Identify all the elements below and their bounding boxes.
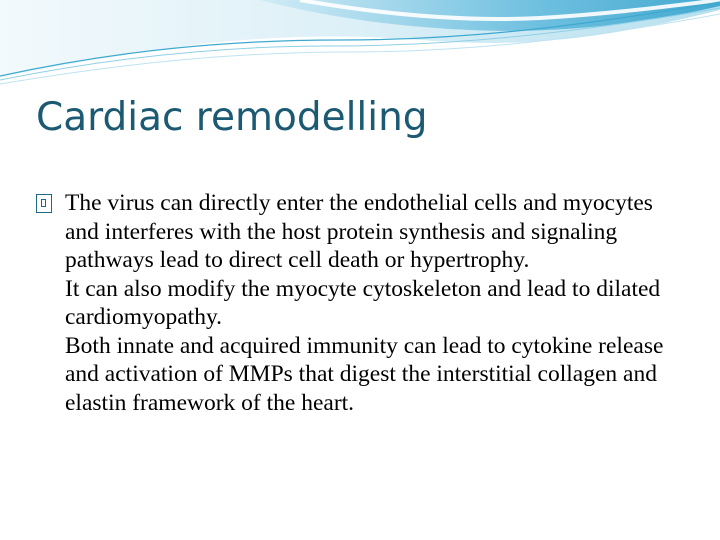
slide-body bbox=[36, 189, 676, 417]
paragraph-1: The virus can directly enter the endothelial cells and myocytes and interferes with the host protein synthesis and signaling pathways lead to direct cell death or hypertrophy. bbox=[65, 190, 653, 273]
paragraph-1-container bbox=[36, 189, 676, 275]
paragraph-3: Both innate and acquired immunity can lead to cytokine release and activation of MMPs that digest the interstitial collagen and elastin framework of the heart. bbox=[65, 332, 664, 416]
square-bullet-icon bbox=[36, 194, 52, 213]
paragraph-2: It can also modify the myocyte cytoskeleton and lead to dilated cardiomyopathy. bbox=[65, 275, 661, 330]
slide-title: Cardiac remodelling bbox=[36, 95, 428, 140]
header-wave-decoration bbox=[0, 0, 720, 90]
